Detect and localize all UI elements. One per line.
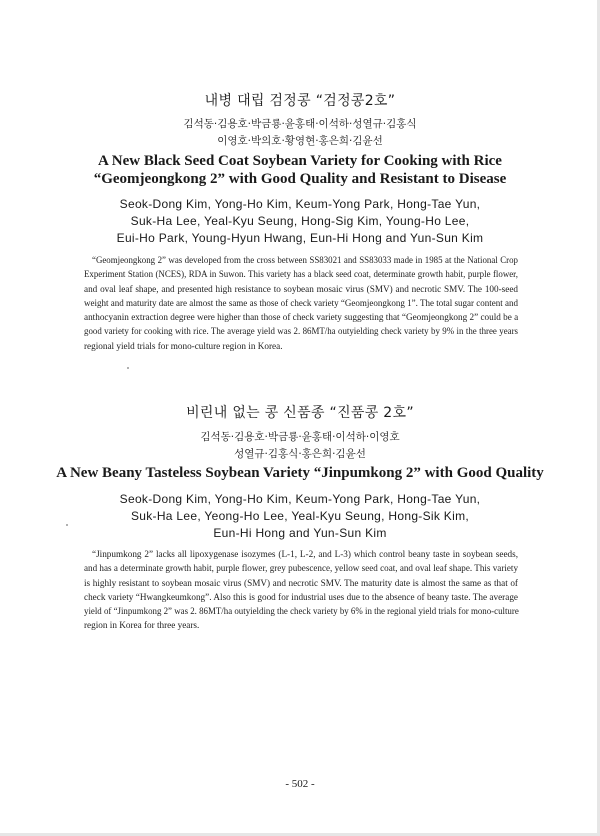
article2-abstract-line: check variety “Hwangkeumkong”. Also this is good for industrial uses due to the absence of beany taste. The average — [84, 591, 518, 602]
article2-abstract-line: is highly resistant to soybean mosaic virus (SMV) and necrotic SMV. The maturity date is almost the same as that of — [84, 577, 518, 588]
article2-english-authors-line2: Suk-Ha Lee, Yeong-Ho Lee, Yeal-Kyu Seung, Hong-Sik Kim, — [130, 509, 470, 523]
article1-english-authors-line3: Eui-Ho Park, Young-Hyun Hwang, Eun-Hi Hong and Yun-Sun Kim — [116, 231, 484, 245]
article1-korean-authors-line2: 이영호·박의호·황영현·홍은희·김윤선 — [217, 135, 383, 147]
article2-abstract — [84, 547, 518, 633]
article1-abstract-line: regional yield trials for mono-culture region in Korea. — [84, 340, 283, 351]
article2-korean-authors-line1: 김석동·김용호·박금룡·윤홍태·이석하·이영호 — [200, 431, 400, 443]
article1-abstract-line: good variety for cooking with rice. The average yield was 2. 86MT/ha outyielding check variety by 9% in the three years — [84, 326, 518, 337]
article2-english-authors-line1: Seok-Dong Kim, Yong-Ho Kim, Keum-Yong Park, Hong-Tae Yun, — [119, 492, 481, 506]
article1-korean-authors-line1: 김석동·김용호·박금룡·윤홍태·이석하·성열규·김홍식 — [183, 118, 417, 130]
article1-abstract-line: Experiment Station (NCES), RDA in Suwon. This variety has a black seed coat, determinate growth habit, purple flower, — [84, 269, 518, 280]
article1-abstract-line: anthocyanin extraction degree were higher than those of check variety suggesting that “Geomjeongkong 2” could be a — [84, 312, 519, 323]
article2-korean-authors-line2: 성열규·김홍식·홍은희·김윤선 — [234, 448, 366, 460]
article2-abstract-line: and has a determinate growth habit, purple flower, grey pubescence, yellow seed coat, and oval leaf shape. This variety — [84, 563, 518, 574]
article1-abstract-line: “Geomjeongkong 2” was developed from the cross between SS83021 and SS83033 made in 1985 at the National Crop — [92, 255, 518, 265]
page-number: - 502 - — [285, 778, 315, 790]
article2-english-authors-line3: Eun-Hi Hong and Yun-Sun Kim — [213, 526, 387, 540]
article1-abstract-line: weight and maturity date are almost the same as those of check variety “Geomjeongkong 1”. The total sugar content and — [84, 297, 518, 308]
article2-english-title: A New Beany Tasteless Soybean Variety “Jinpumkong 2” with Good Quality — [56, 465, 544, 481]
article1-english-authors-line2: Suk-Ha Lee, Yeal-Kyu Seung, Hong-Sig Kim, Young-Ho Lee, — [130, 214, 470, 228]
scan-speck — [66, 524, 68, 526]
article1-english-title-line2: “Geomjeongkong 2” with Good Quality and Resistant to Disease — [93, 171, 507, 187]
article2-abstract-line: region in Korea for three years. — [84, 620, 200, 631]
scan-speck — [127, 367, 129, 369]
article1-abstract — [84, 253, 518, 353]
article2-abstract-line: “Jinpumkong 2” lacks all lipoxygenase isozymes (L-1, L-2, and L-3) which control beany taste in soybean seeds, — [92, 549, 518, 559]
article1-abstract-line: and oval leaf shape, and presented high resistance to soybean mosaic virus (SMV) and necrotic SMV. The 100-seed — [84, 283, 518, 294]
article1-english-authors-line1: Seok-Dong Kim, Yong-Ho Kim, Keum-Yong Park, Hong-Tae Yun, — [119, 197, 481, 211]
article1-korean-title: 내병 대립 검정콩 “검정콩2호” — [204, 93, 396, 109]
article2-korean-title: 비린내 없는 콩 신품종 “진품콩 2호” — [186, 405, 414, 421]
article2-abstract-line: yield of “Jinpumkong 2” was 2. 86MT/ha outyielding the check variety by 6% in the regional yield trials for mono-culture — [84, 606, 519, 617]
article1-english-title-line1: A New Black Seed Coat Soybean Variety for Cooking with Rice — [98, 153, 502, 169]
